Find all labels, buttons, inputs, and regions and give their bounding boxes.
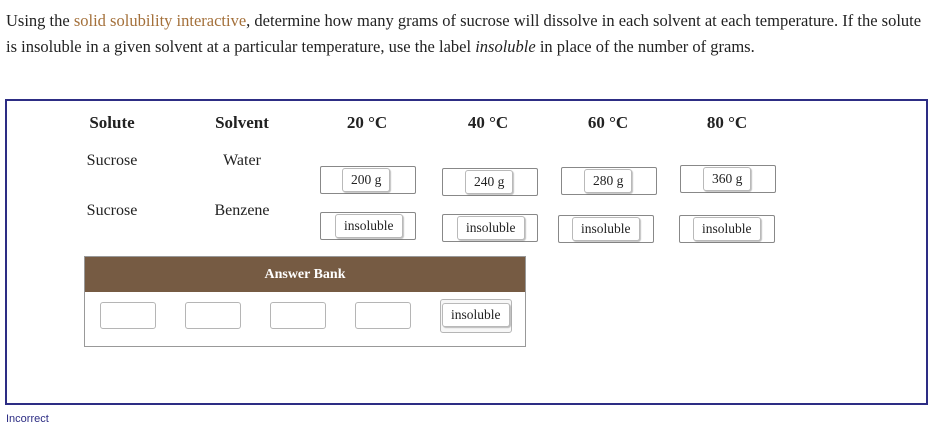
row2-solute: Sucrose — [86, 202, 138, 219]
answer-bank-empty-slot — [185, 302, 241, 329]
answer-tile-benzene-60[interactable]: insoluble — [572, 217, 640, 241]
answer-tile-benzene-80[interactable]: insoluble — [693, 217, 761, 241]
instructions-emphasis: insoluble — [475, 37, 536, 56]
header-40c: 40 °C — [467, 113, 509, 132]
answer-bank-title: Answer Bank — [85, 257, 525, 292]
row1-solvent: Water — [223, 152, 261, 169]
question-panel — [5, 99, 928, 405]
answer-bank-tile-insoluble[interactable]: insoluble — [442, 303, 510, 327]
answer-bank-empty-slot — [355, 302, 411, 329]
answer-tile-water-80[interactable]: 360 g — [703, 167, 751, 191]
instructions-text-3: in place of the number of grams. — [535, 37, 755, 56]
instructions — [6, 8, 936, 60]
answer-bank-empty-slot — [270, 302, 326, 329]
header-80c: 80 °C — [706, 113, 748, 132]
solid-solubility-interactive-link[interactable]: solid solubility interactive — [73, 11, 247, 30]
header-solvent: Solvent — [215, 113, 269, 132]
answer-tile-benzene-40[interactable]: insoluble — [457, 216, 525, 240]
answer-bank — [84, 256, 526, 347]
instructions-text-2: , determine how many grams of sucrose will dissolve in each solvent at each temperature. If the solute is insoluble in a given solvent at a particular temperature, use the label — [6, 11, 922, 56]
answer-tile-water-20[interactable]: 200 g — [342, 168, 390, 192]
answer-bank-empty-slot — [100, 302, 156, 329]
answer-tile-water-40[interactable]: 240 g — [465, 170, 513, 194]
header-60c: 60 °C — [587, 113, 629, 132]
answer-tile-benzene-20[interactable]: insoluble — [335, 214, 403, 238]
status-text: Incorrect — [6, 413, 49, 425]
header-20c: 20 °C — [346, 113, 388, 132]
instructions-text-1: Using the — [6, 11, 74, 30]
answer-tile-water-60[interactable]: 280 g — [584, 169, 632, 193]
header-solute: Solute — [89, 113, 135, 132]
row2-solvent: Benzene — [214, 202, 270, 219]
row1-solute: Sucrose — [86, 152, 138, 169]
